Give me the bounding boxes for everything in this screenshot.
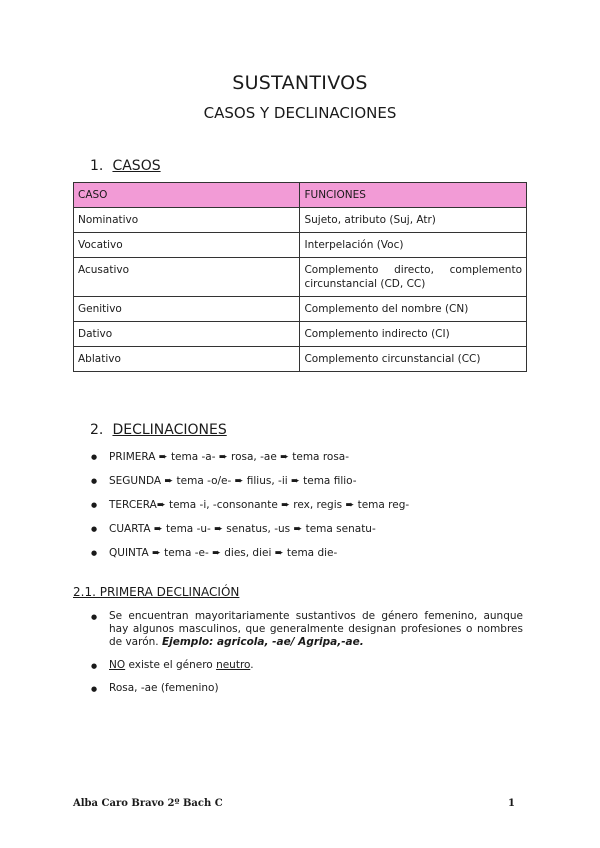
table-cell-caso: Nominativo [74, 208, 300, 233]
table-row [74, 208, 527, 233]
subsection-title: 2.1. PRIMERA DECLINACIÓN [73, 585, 240, 599]
table-cell-funcion: Sujeto, atributo (Suj, Atr) [300, 208, 527, 233]
table-row [74, 297, 527, 322]
table-header-row [74, 183, 527, 208]
section-heading-casos [90, 158, 161, 174]
item-text: Se encuentran mayoritariamente sustantivos de género femenino, aunque hay algunos masculinos, que generalmente designan profesiones o nombres de varón. [109, 610, 523, 648]
table-cell-caso: Vocativo [74, 233, 300, 258]
item-text-end: . [250, 659, 254, 671]
primera-declinacion-list [91, 610, 523, 705]
item-text: existe el género [125, 659, 217, 671]
table-cell-funcion: Complemento indirecto (CI) [300, 322, 527, 347]
table-cell-caso: Acusativo [74, 258, 300, 297]
example-text: Ejemplo: agricola, -ae/ Agripa,-ae. [161, 636, 364, 648]
table-row [74, 347, 527, 372]
page-number: 1 [508, 798, 515, 809]
casos-table [73, 182, 527, 372]
list-item [91, 659, 523, 672]
page-subtitle: CASOS Y DECLINACIONES [203, 104, 397, 122]
table-row [74, 233, 527, 258]
list-item: ● SEGUNDA ➨ tema -o/e- ➨ filius, -ii ➨ tema filio- [91, 474, 409, 498]
section-number: 2. [90, 422, 104, 438]
list-item: ● CUARTA ➨ tema -u- ➨ senatus, -us ➨ tema senatu- [91, 522, 409, 546]
list-item: ● QUINTA ➨ tema -e- ➨ dies, diei ➨ tema die- [91, 546, 409, 570]
section-title: CASOS [112, 158, 161, 174]
list-item: ● Rosa, -ae (femenino) [91, 682, 523, 695]
table-cell-funcion: Complemento directo, complemento circunstancial (CD, CC) [300, 258, 527, 297]
table-cell-caso: Ablativo [74, 347, 300, 372]
neutro-text: neutro [216, 659, 251, 671]
section-title: DECLINACIONES [112, 422, 227, 438]
declinaciones-list [91, 450, 409, 570]
table-cell-caso: Dativo [74, 322, 300, 347]
table-row [74, 258, 527, 297]
footer-author: Alba Caro Bravo 2º Bach C [73, 798, 223, 809]
table-header-caso: CASO [74, 183, 300, 208]
table-cell-funcion: Complemento del nombre (CN) [300, 297, 527, 322]
table-cell-caso: Genitivo [74, 297, 300, 322]
no-text: NO [109, 659, 126, 671]
page-title: SUSTANTIVOS [232, 72, 368, 94]
table-row [74, 322, 527, 347]
table-cell-funcion: Interpelación (Voc) [300, 233, 527, 258]
section-heading-declinaciones [90, 422, 227, 438]
section-number: 1. [90, 158, 104, 174]
table-cell-funcion: Complemento circunstancial (CC) [300, 347, 527, 372]
table-header-funciones: FUNCIONES [300, 183, 527, 208]
list-item: ● PRIMERA ➨ tema -a- ➨ rosa, -ae ➨ tema rosa- [91, 450, 409, 474]
list-item [91, 610, 523, 649]
list-item: ● TERCERA➨ tema -i, -consonante ➨ rex, regis ➨ tema reg- [91, 498, 409, 522]
